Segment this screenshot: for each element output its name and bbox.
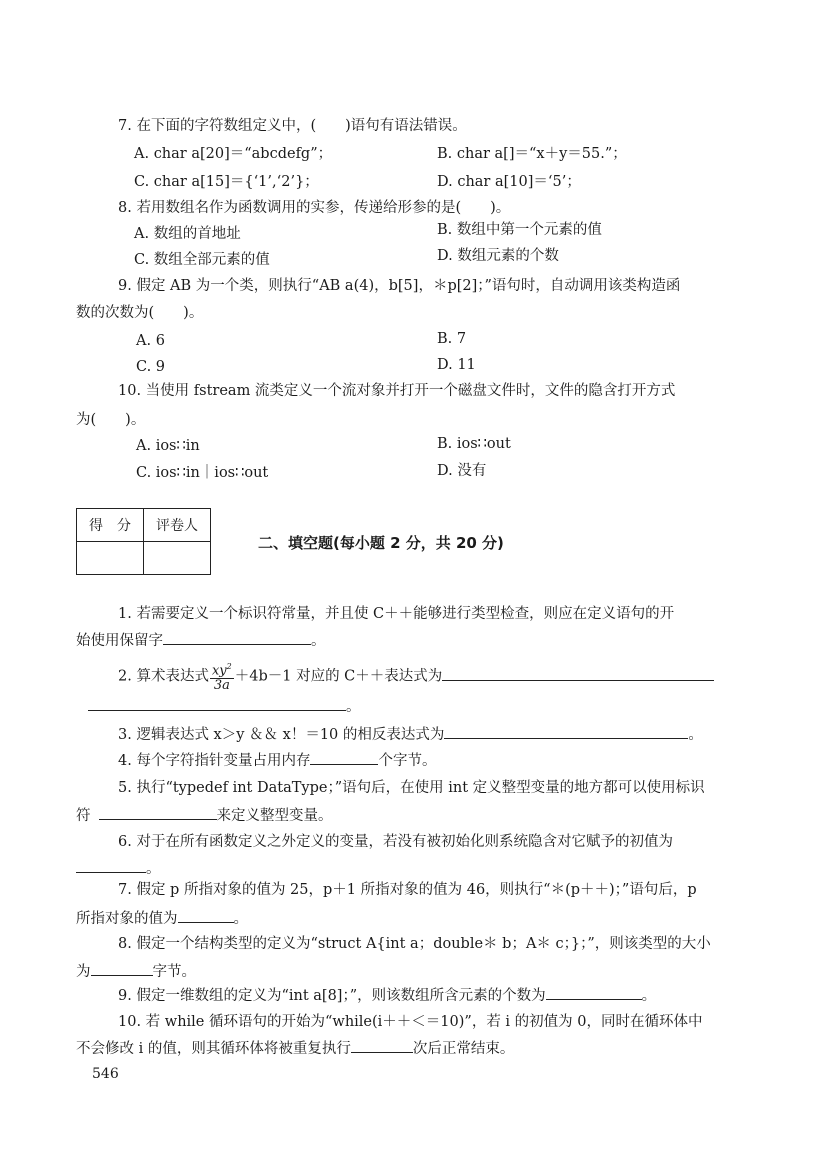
fill-q4-pre: 4. 每个字符指针变量占用内存 <box>118 753 311 769</box>
mc-q9-option-b: B. 7 <box>437 331 467 347</box>
fill-q2-fraction <box>210 660 234 693</box>
fill-q4-post: 个字节。 <box>378 753 437 769</box>
fill-q10-blank[interactable] <box>351 1038 413 1053</box>
mc-q9-option-a: A. 6 <box>136 333 165 349</box>
fill-q7-line1: 7. 假定 p 所指对象的值为 25，p＋1 所指对象的值为 46，则执行“＊(p＋＋)；”语句后，p <box>118 882 697 898</box>
fill-q6-end: 。 <box>146 861 161 877</box>
fill-q8-line1: 8. 假定一个结构类型的定义为“struct A{int a；double＊ b；A＊ c；}；”，则该类型的大小 <box>118 936 711 952</box>
fill-q1-line2 <box>76 630 326 651</box>
fill-q2-end: 。 <box>346 699 361 715</box>
mc-q10-option-c: C. ios∷in｜ios∷out <box>136 465 269 481</box>
score-cell[interactable] <box>77 542 144 575</box>
fill-q1-text: 始使用保留字 <box>76 633 163 649</box>
fraction-numerator: xy <box>211 663 227 679</box>
fill-q8-end: 字节。 <box>152 964 196 980</box>
fill-q2-post: ＋4b－1 对应的 C＋＋表达式为 <box>234 668 443 685</box>
fill-q10-line2 <box>76 1038 514 1059</box>
fill-q1-blank[interactable] <box>163 630 311 645</box>
score-box <box>76 508 211 575</box>
fill-q6-line1: 6. 对于在所有函数定义之外定义的变量，若没有被初始化则系统隐含对它赋予的初值为 <box>118 834 673 850</box>
fill-q3-blank[interactable] <box>444 724 688 739</box>
mc-q9-stem-line1: 9. 假定 AB 为一个类，则执行“AB a(4)，b[5]，＊p[2]；”语句时，自动调用该类构造函 <box>118 278 681 294</box>
fill-q5-end: 来定义整型变量。 <box>216 808 333 824</box>
mc-q10-option-d: D. 没有 <box>437 463 487 479</box>
score-label: 得 分 <box>77 509 144 542</box>
mc-q8-stem: 8. 若用数组名作为函数调用的实参，传递给形参的是( )。 <box>118 200 511 216</box>
grader-cell[interactable] <box>144 542 211 575</box>
fill-q8-text: 为 <box>76 964 91 980</box>
fill-q4-line <box>118 750 436 771</box>
fill-q2-blank-line1[interactable] <box>442 666 714 681</box>
page-number: 546 <box>92 1066 119 1082</box>
fill-q2-pre: 2. 算术表达式 <box>118 668 209 685</box>
fill-q2-line1 <box>118 660 714 693</box>
fill-q7-text: 所指对象的值为 <box>76 911 178 927</box>
mc-q9-stem-line2: 数的次数为( )。 <box>76 305 204 321</box>
fill-q9-blank[interactable] <box>546 985 642 1000</box>
mc-q10-option-a: A. ios∷in <box>136 438 200 454</box>
fill-q5-line2 <box>76 805 333 826</box>
fill-q9-end: 。 <box>641 988 657 1004</box>
fill-q6-line2 <box>76 858 161 879</box>
mc-q10-stem-line1: 10. 当使用 fstream 流类定义一个流对象并打开一个磁盘文件时，文件的隐含打开方式 <box>118 383 676 399</box>
mc-q9-option-d: D. 11 <box>437 357 476 373</box>
fill-q6-blank[interactable] <box>76 858 146 873</box>
section-title: 二、填空题(每小题 2 分，共 20 分) <box>258 534 504 552</box>
fill-q10-line1: 10. 若 while 循环语句的开始为“while(i＋＋＜＝10)”，若 i 的初值为 0，同时在循环体中 <box>118 1014 703 1030</box>
fill-q8-blank[interactable] <box>91 961 153 976</box>
fill-q1-end: 。 <box>311 633 326 649</box>
mc-q9-option-c: C. 9 <box>136 359 166 375</box>
fill-q5-text: 符 <box>76 808 91 824</box>
fill-q8-line2 <box>76 961 196 982</box>
fraction-exponent: 2 <box>226 662 232 671</box>
fill-q3-line <box>118 724 703 745</box>
mc-q7-option-d: D. char a[10]＝‘5’； <box>437 174 581 190</box>
mc-q8-option-c: C. 数组全部元素的值 <box>134 252 270 268</box>
fill-q2-line2 <box>88 696 361 717</box>
fill-q7-line2 <box>76 908 248 929</box>
mc-q8-option-d: D. 数组元素的个数 <box>437 248 559 264</box>
fill-q5-blank[interactable] <box>99 805 217 820</box>
fill-q1-line1: 1. 若需要定义一个标识符常量，并且使 C＋＋能够进行类型检查，则应在定义语句的开 <box>118 606 675 622</box>
mc-q10-option-b: B. ios∷out <box>437 436 511 452</box>
fill-q7-blank[interactable] <box>178 908 234 923</box>
mc-q10-stem-line2: 为( )。 <box>76 412 146 428</box>
fill-q5-line1: 5. 执行“typedef int DataType；”语句后，在使用 int 定义整型变量的地方都可以使用标识 <box>118 780 705 796</box>
fill-q10-end: 次后正常结束。 <box>412 1041 515 1057</box>
mc-q7-option-b: B. char a[]＝“x＋y＝55.”； <box>437 146 627 162</box>
fill-q4-blank[interactable] <box>310 750 378 765</box>
mc-q7-option-a: A. char a[20]＝“abcdefg”； <box>134 146 333 162</box>
mc-q8-option-a: A. 数组的首地址 <box>134 226 241 242</box>
fill-q10-text: 不会修改 i 的值，则其循环体将被重复执行 <box>76 1041 351 1057</box>
grader-label: 评卷人 <box>144 509 211 542</box>
fill-q3-end: 。 <box>688 727 703 743</box>
fill-q9-line <box>118 985 656 1006</box>
fill-q3-pre: 3. 逻辑表达式 x＞y ＆＆ x！＝10 的相反表达式为 <box>118 727 445 743</box>
mc-q7-stem: 7. 在下面的字符数组定义中，( )语句有语法错误。 <box>118 118 467 134</box>
fill-q9-pre: 9. 假定一维数组的定义为“int a[8]；”，则该数组所含元素的个数为 <box>118 988 546 1004</box>
mc-q7-option-c: C. char a[15]＝{‘1’,‘2’}； <box>134 174 319 190</box>
fill-q2-blank-line2[interactable] <box>88 696 346 711</box>
fill-q7-end: 。 <box>233 911 248 927</box>
mc-q8-option-b: B. 数组中第一个元素的值 <box>437 222 602 238</box>
fraction-denominator: 3a <box>213 678 230 694</box>
